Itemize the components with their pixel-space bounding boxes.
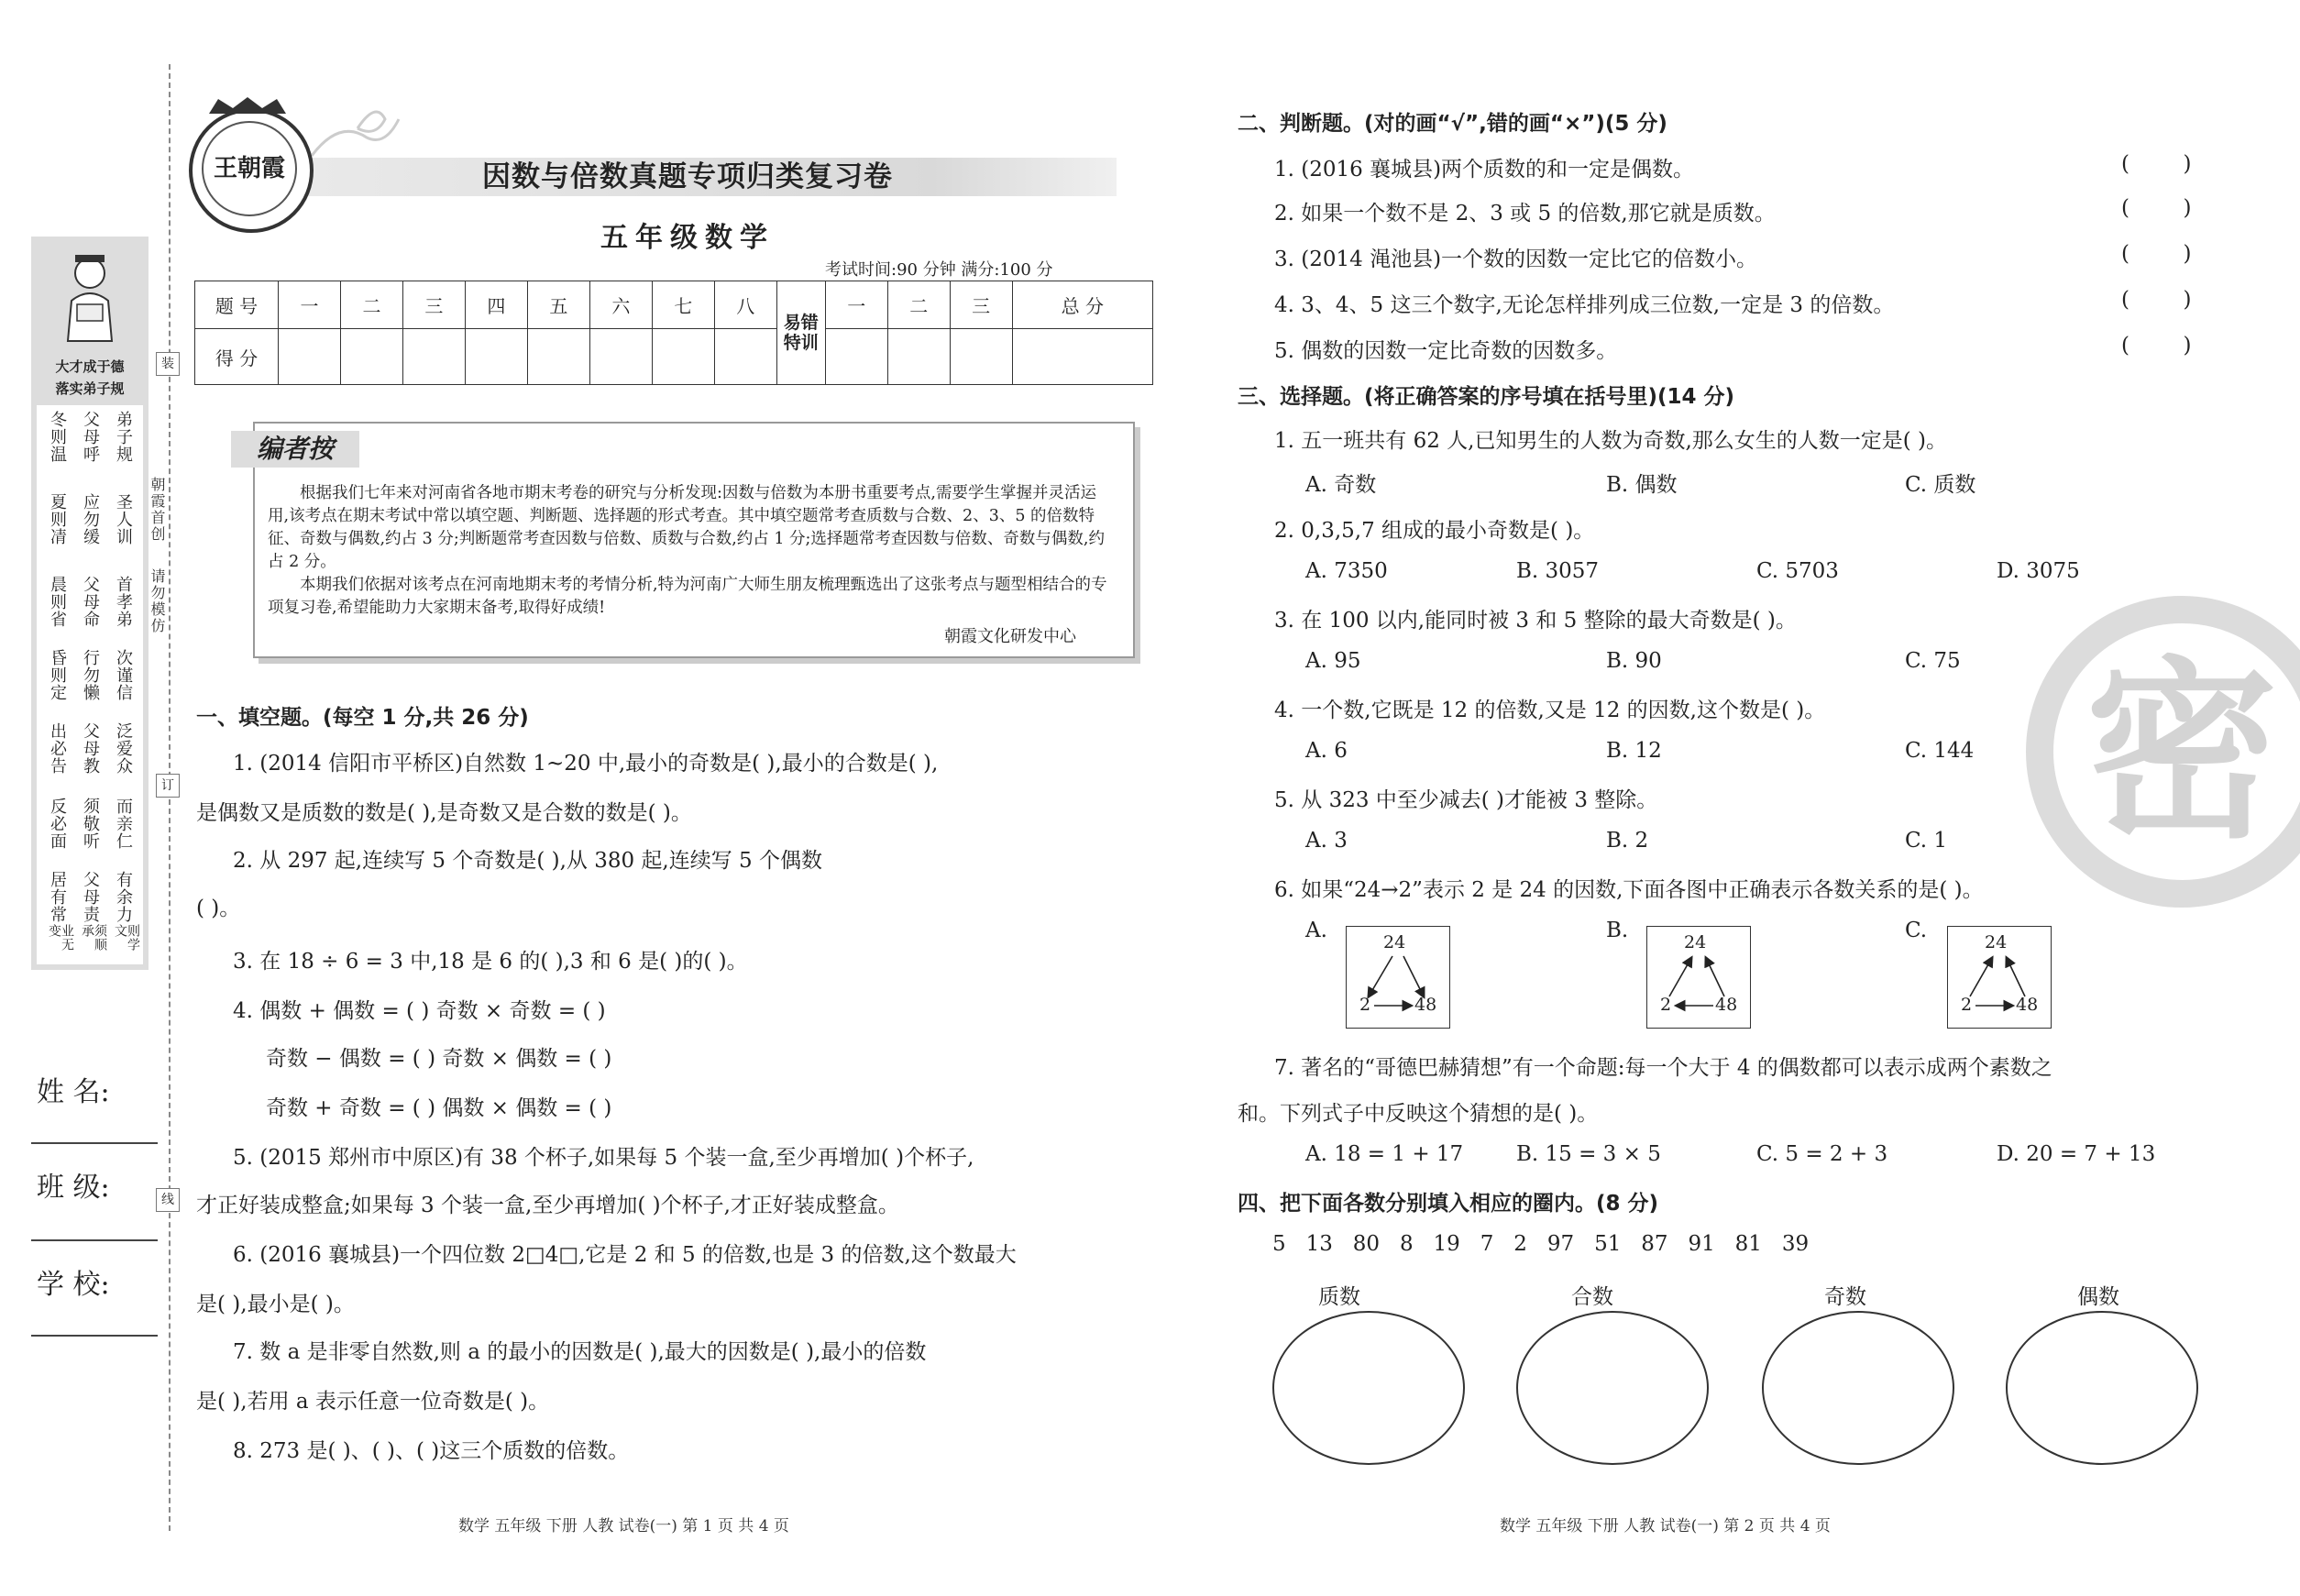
choice-q4: 4. 一个数,它既是 12 的倍数,又是 12 的因数,这个数是( )。 — [1274, 699, 1826, 722]
choice-opt[interactable]: A. 3 — [1305, 829, 1348, 853]
score-special-col: 三 — [950, 281, 1012, 329]
diagram-node: 2 — [1961, 995, 1973, 1015]
judge-answer-blank[interactable]: ( ) — [2121, 334, 2192, 358]
choice-opt[interactable]: A. 7350 — [1305, 559, 1388, 583]
score-col-header: 七 — [652, 281, 714, 329]
judge-answer-blank[interactable]: ( ) — [2121, 288, 2192, 312]
diagram-node: 48 — [1414, 995, 1437, 1015]
s1-line: 才正好装成整盒;如果每 3 个装一盒,至少再增加( )个杯子,才正好装成整盒。 — [196, 1194, 899, 1217]
editor-note-para-2: 本期我们依据对该考点在河南地期末考的考情分析,特为河南广大师生朋友梳理甄选出了这张考点与题型相结合的专项复习卷,希望能助力大家期末备考,取得好成绩! — [268, 576, 1107, 617]
choice-q1: 1. 五一班共有 62 人,已知男生的人数为奇数,那么女生的人数一定是( )。 — [1274, 429, 1948, 453]
s1-line: 8. 273 是( )、( )、( )这三个质数的倍数。 — [233, 1439, 630, 1463]
diagram-node: 24 — [1383, 932, 1406, 952]
judge-answer-blank[interactable]: ( ) — [2121, 242, 2192, 266]
judge-item: 2. 如果一个数不是 2、3 或 5 的倍数,那它就是质数。 — [1274, 202, 1776, 226]
choice-opt[interactable]: A. 奇数 — [1305, 473, 1377, 497]
s1-line: 是偶数又是质数的数是( ),是奇数又是合数的数是( )。 — [196, 801, 692, 825]
score-table — [194, 281, 1153, 385]
score-total-header: 总 分 — [1012, 281, 1152, 329]
choice-q6: 6. 如果“24→2”表示 2 是 24 的因数,下面各图中正确表示各数关系的是( )。 — [1274, 878, 1984, 902]
dizigui-col: 弟子规 — [114, 411, 133, 463]
diagram-a — [1346, 926, 1450, 1029]
score-cell[interactable] — [714, 329, 776, 385]
bubble-label: 质数 — [1318, 1285, 1360, 1309]
section1-title: 一、填空题。(每空 1 分,共 26 分) — [196, 706, 529, 730]
crown-icon — [205, 95, 290, 116]
diagram-node: 24 — [1985, 932, 2008, 952]
odd-bubble[interactable] — [1762, 1311, 1954, 1465]
dizigui-col: 须敬听 — [81, 798, 100, 850]
dizigui-col: 居有常 — [48, 871, 67, 923]
choice-q2: 2. 0,3,5,7 组成的最小奇数是( )。 — [1274, 519, 1595, 543]
choice-opt[interactable]: B. 15 = 3 × 5 — [1516, 1142, 1661, 1166]
choice-opt[interactable]: B. 90 — [1606, 649, 1662, 673]
score-header-label: 题 号 — [195, 281, 279, 329]
score-col-header: 六 — [589, 281, 652, 329]
judge-item: 4. 3、4、5 这三个数字,无论怎样排列成三位数,一定是 3 的倍数。 — [1274, 293, 1895, 317]
s1-line: 1. (2014 信阳市平桥区)自然数 1~20 中,最小的奇数是( ),最小的合数是( ), — [233, 752, 939, 776]
dizigui-col: 圣人训 — [114, 493, 133, 545]
name-line[interactable] — [31, 1142, 158, 1144]
diagram-node: 48 — [2016, 995, 2039, 1015]
choice-opt[interactable]: D. 3075 — [1997, 559, 2080, 583]
choice-opt[interactable]: B. 3057 — [1516, 559, 1600, 583]
s1-line: ( )。 — [196, 897, 241, 920]
logo-text: 王朝霞 — [202, 121, 297, 216]
choice-opt[interactable]: B. 偶数 — [1606, 473, 1678, 497]
s1-line: 5. (2015 郑州市中原区)有 38 个杯子,如果每 5 个装一盒,至少再增加( )个杯子, — [233, 1146, 974, 1170]
bubble-label: 偶数 — [2077, 1285, 2119, 1309]
choice-opt[interactable]: A. — [1305, 919, 1327, 942]
school-line[interactable] — [31, 1335, 158, 1337]
class-line[interactable] — [31, 1239, 158, 1241]
number-list: 5 13 80 8 19 7 2 97 51 87 91 81 39 — [1272, 1232, 1810, 1256]
choice-opt[interactable]: B. 2 — [1606, 829, 1649, 853]
choice-opt[interactable]: B. — [1606, 919, 1629, 942]
score-cell[interactable] — [652, 329, 714, 385]
choice-opt[interactable]: C. 75 — [1905, 649, 1961, 673]
dizigui-col: 则学文 — [113, 924, 140, 952]
s1-line: 是( ),若用 a 表示任意一位奇数是( )。 — [196, 1390, 550, 1414]
score-cell[interactable] — [279, 329, 341, 385]
score-col-header: 五 — [527, 281, 589, 329]
dizigui-col: 有余力 — [114, 871, 133, 923]
choice-opt[interactable]: A. 18 = 1 + 17 — [1305, 1142, 1464, 1166]
diagram-node: 2 — [1660, 995, 1672, 1015]
score-col-header: 二 — [340, 281, 402, 329]
choice-opt[interactable]: C. 1 — [1905, 829, 1948, 853]
score-cell[interactable] — [340, 329, 402, 385]
name-label: 姓 名: — [37, 1076, 110, 1108]
score-cell[interactable] — [589, 329, 652, 385]
dizigui-col: 晨则省 — [48, 576, 67, 628]
dizigui-col: 父母命 — [81, 576, 100, 628]
ribbon-decoration — [312, 101, 403, 165]
choice-opt[interactable]: B. 12 — [1606, 739, 1662, 763]
editor-note-sign: 朝霞文化研发中心 — [944, 627, 1076, 646]
dizigui-col: 父母呼 — [81, 411, 100, 463]
confidential-seal-char: 密 — [2085, 638, 2278, 864]
score-cell[interactable] — [1012, 329, 1152, 385]
s1-line: 7. 数 a 是非零自然数,则 a 的最小的因数是( ),最大的因数是( ),最小的倍数 — [233, 1340, 927, 1364]
dizigui-col: 反必面 — [48, 798, 67, 850]
s1-line: 6. (2016 襄城县)一个四位数 2□4□,它是 2 和 5 的倍数,也是 3 的倍数,这个数最大 — [233, 1243, 1017, 1267]
bubble-label: 奇数 — [1824, 1285, 1866, 1309]
logo-seal — [189, 108, 314, 233]
dizigui-col: 首孝弟 — [114, 576, 133, 628]
binding-dashed-line — [169, 64, 171, 1531]
editor-note-text — [268, 482, 1115, 620]
judge-item: 3. (2014 渑池县)一个数的因数一定比它的倍数小。 — [1274, 248, 1758, 271]
dizigui-col: 业无变 — [47, 924, 74, 952]
cut-mark-ding: 订 — [156, 774, 180, 798]
choice-opt[interactable]: C. 144 — [1905, 739, 1975, 763]
judge-item: 5. 偶数的因数一定比奇数的因数多。 — [1274, 339, 1618, 363]
judge-answer-blank[interactable]: ( ) — [2121, 152, 2192, 176]
judge-item: 1. (2016 襄城县)两个质数的和一定是偶数。 — [1274, 158, 1695, 182]
dizigui-columns — [37, 405, 143, 964]
editor-note-para-1: 根据我们七年来对河南省各地市期末考卷的研究与分析发现:因数与倍数为本册书重要考点,需要学生掌握并灵活运用,该考点在期末考试中常以填空题、判断题、选择题的形式考查。其中填空题常考查质数与合数、2、3、5 的倍数特征、奇数与偶数,约占 3 分;判断题常考查因数与倍数、质数与合数,约占 1 分;选择题常考查因数与倍数、奇数与偶数,约占 2 分。 — [268, 484, 1105, 571]
motto-line-2: 落实弟子规 — [55, 380, 125, 397]
dizigui-col: 应勿缓 — [81, 493, 100, 545]
dizigui-col: 而亲仁 — [114, 798, 133, 850]
score-cell[interactable] — [825, 329, 887, 385]
choice-q7-line2: 和。下列式子中反映这个猜想的是( )。 — [1238, 1102, 1599, 1126]
choice-opt[interactable]: C. 质数 — [1905, 473, 1976, 497]
score-col-header: 八 — [714, 281, 776, 329]
school-label: 学 校: — [37, 1269, 110, 1301]
vertical-note-1: 朝霞首创 — [149, 477, 166, 543]
choice-opt[interactable]: A. 95 — [1305, 649, 1361, 673]
score-col-header: 一 — [279, 281, 341, 329]
even-bubble[interactable] — [2006, 1311, 2198, 1465]
s1-line: 3. 在 18 ÷ 6 = 3 中,18 是 6 的( ),3 和 6 是( )的( )。 — [233, 950, 748, 974]
page-title: 因数与倍数真题专项归类复习卷 — [482, 160, 893, 193]
composite-bubble[interactable] — [1516, 1311, 1709, 1465]
dizigui-col: 父母教 — [81, 722, 100, 775]
diagram-c — [1947, 926, 2052, 1029]
score-row-label: 得 分 — [195, 329, 279, 385]
bubble-label: 合数 — [1571, 1285, 1613, 1309]
score-special-col: 二 — [887, 281, 950, 329]
s1-line: 是( ),最小是( )。 — [196, 1293, 355, 1316]
class-label: 班 级: — [37, 1172, 110, 1204]
score-cell[interactable] — [887, 329, 950, 385]
choice-opt[interactable]: C. 5703 — [1756, 559, 1839, 583]
choice-q5: 5. 从 323 中至少减去( )才能被 3 整除。 — [1274, 788, 1658, 812]
dizigui-col: 冬则温 — [48, 411, 67, 463]
diagram-node: 48 — [1715, 995, 1738, 1015]
vertical-note-2: 请勿模仿 — [149, 568, 166, 634]
s1-line: 2. 从 297 起,连续写 5 个奇数是( ),从 380 起,连续写 5 个偶数 — [233, 849, 823, 873]
editor-note-tag: 编者按 — [231, 431, 359, 468]
section2-title: 二、判断题。(对的画“√”,错的画“×”)(5 分) — [1238, 112, 1667, 136]
motto-strip — [31, 237, 149, 970]
choice-opt[interactable]: D. 20 = 7 + 13 — [1997, 1142, 2156, 1166]
s1-line: 4. 偶数 + 偶数 = ( ) 奇数 × 奇数 = ( ) — [233, 999, 606, 1023]
score-col-header: 三 — [402, 281, 465, 329]
score-col-header: 四 — [465, 281, 527, 329]
score-special-col: 一 — [825, 281, 887, 329]
footer-left: 数学 五年级 下册 人教 试卷(一) 第 1 页 共 4 页 — [458, 1517, 789, 1535]
scholar-figure-icon — [62, 246, 117, 347]
score-cell[interactable] — [527, 329, 589, 385]
score-special-header: 易错特训 — [776, 281, 825, 385]
dizigui-col: 父母责 — [81, 871, 100, 923]
score-cell[interactable] — [465, 329, 527, 385]
dizigui-col: 昏则定 — [48, 649, 67, 701]
choice-opt[interactable]: A. 6 — [1305, 739, 1348, 763]
motto-line-1: 大才成于德 — [55, 358, 125, 375]
dizigui-col: 次谨信 — [114, 649, 133, 701]
score-cell[interactable] — [950, 329, 1012, 385]
judge-answer-blank[interactable]: ( ) — [2121, 196, 2192, 220]
page-subtitle: 五年级数学 — [600, 222, 775, 254]
dizigui-col: 夏则凊 — [48, 493, 67, 545]
s1-line: 奇数 − 偶数 = ( ) 奇数 × 偶数 = ( ) — [266, 1047, 612, 1071]
section3-title: 三、选择题。(将正确答案的序号填在括号里)(14 分) — [1238, 385, 1735, 409]
dizigui-col: 行勿懒 — [81, 649, 100, 701]
footer-right: 数学 五年级 下册 人教 试卷(一) 第 2 页 共 4 页 — [1500, 1517, 1831, 1535]
dizigui-col: 出必告 — [48, 722, 67, 775]
diagram-b — [1646, 926, 1751, 1029]
prime-bubble[interactable] — [1272, 1311, 1465, 1465]
s1-line: 奇数 + 奇数 = ( ) 偶数 × 偶数 = ( ) — [266, 1096, 612, 1120]
dizigui-col: 须顺承 — [80, 924, 107, 952]
choice-opt[interactable]: C. — [1905, 919, 1928, 942]
section4-title: 四、把下面各数分别填入相应的圈内。(8 分) — [1238, 1192, 1659, 1216]
diagram-node: 24 — [1684, 932, 1707, 952]
cut-mark-xian: 线 — [156, 1188, 180, 1212]
diagram-node: 2 — [1359, 995, 1371, 1015]
choice-opt[interactable]: C. 5 = 2 + 3 — [1756, 1142, 1888, 1166]
cut-mark-zhuang: 装 — [156, 352, 180, 376]
exam-info: 考试时间:90 分钟 满分:100 分 — [825, 260, 1053, 280]
choice-q7-line1: 7. 著名的“哥德巴赫猜想”有一个命题:每一个大于 4 的偶数都可以表示成两个素数之 — [1274, 1056, 2052, 1080]
dizigui-col: 泛爱众 — [114, 722, 133, 775]
choice-q3: 3. 在 100 以内,能同时被 3 和 5 整除的最大奇数是( )。 — [1274, 609, 1797, 633]
score-cell[interactable] — [402, 329, 465, 385]
